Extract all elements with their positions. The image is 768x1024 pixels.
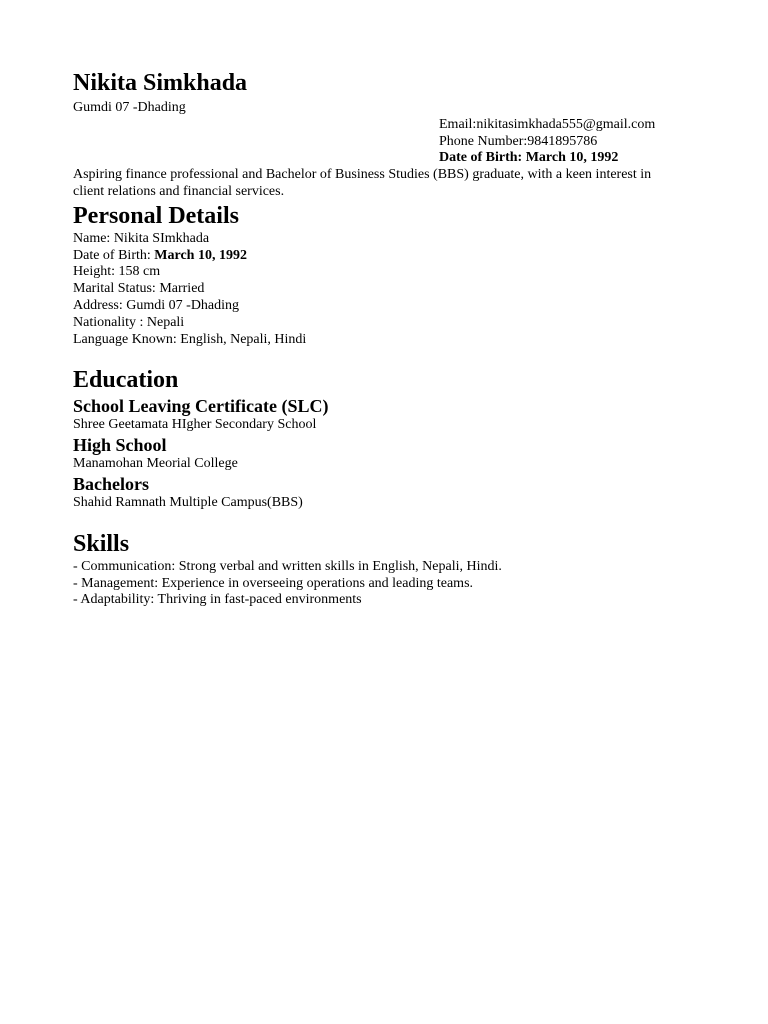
header-address: Gumdi 07 -Dhading <box>73 100 186 115</box>
personal-languages: Language Known: English, Nepali, Hindi <box>73 331 307 347</box>
personal-dob-value: March 10, 1992 <box>154 247 247 263</box>
profile-summary: Aspiring finance professional and Bachelor of Business Studies (BBS) graduate, with a keen interest in client relations and financial services. <box>73 167 652 199</box>
section-spacer <box>73 348 693 365</box>
contact-dob <box>439 150 693 167</box>
personal-dob-label: Date of Birth: <box>73 247 155 263</box>
education-item-title: High School <box>73 435 167 456</box>
skill-item: - Adaptability: Thriving in fast-paced environments <box>73 592 362 608</box>
personal-marital-status: Marital Status: Married <box>73 281 205 297</box>
personal-dob <box>73 248 693 265</box>
personal-address: Address: Gumdi 07 -Dhading <box>73 297 240 313</box>
personal-details-heading: Personal Details <box>73 202 239 229</box>
personal-nationality: Nationality : Nepali <box>73 314 185 330</box>
personal-height: Height: 158 cm <box>73 264 161 280</box>
skill-item: - Management: Experience in overseeing operations and leading teams. <box>73 575 474 591</box>
education-item-title: School Leaving Certificate (SLC) <box>73 396 329 417</box>
resume-name: Nikita Simkhada <box>73 70 248 96</box>
contact-phone: Phone Number:9841895786 <box>439 133 598 149</box>
resume-document <box>73 66 693 609</box>
education-heading: Education <box>73 367 179 394</box>
education-item-school: Shree Geetamata HIgher Secondary School <box>73 417 317 433</box>
skill-item: - Communication: Strong verbal and written skills in English, Nepali, Hindi. <box>73 558 502 574</box>
education-item-school: Shahid Ramnath Multiple Campus(BBS) <box>73 494 303 510</box>
education-item-title: Bachelors <box>73 473 149 494</box>
contact-email: Email:nikitasimkhada555@gmail.com <box>439 116 656 132</box>
education-item-school: Manamohan Meorial College <box>73 456 238 472</box>
skills-heading: Skills <box>73 530 130 557</box>
personal-name: Name: Nikita SImkhada <box>73 230 210 246</box>
section-spacer <box>73 512 693 529</box>
contact-dob-text: Date of Birth: March 10, 1992 <box>439 150 619 166</box>
